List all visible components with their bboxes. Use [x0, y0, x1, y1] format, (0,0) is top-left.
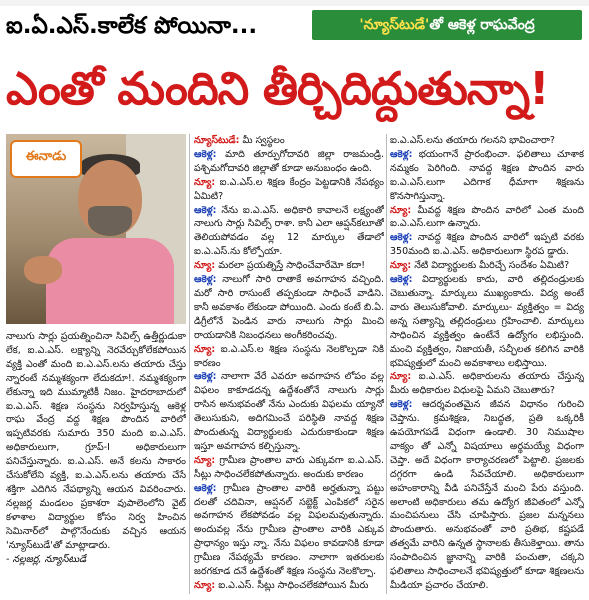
qa-item: న్యూ: మరలా ప్రయత్నిస్తే సాధించేవారేమో కదా!: [194, 260, 366, 272]
qa-item: న్యూ: మీవద్ద శిక్షణ పొందిన వారిలో ఎంత మంది ఐ.ఎ.ఎస్.లుగా ఉన్నారు.: [390, 204, 584, 230]
eenadu-logo: ఈనాడు: [10, 140, 82, 178]
qa-item: ఆకెళ్ల: గ్రామీణ ప్రాంతాల వారికి అర్హతున్నా పట్టు దలతో చదివినా, ఆప్షనల్ సబ్జెక్ట్ ఎంపికలో సరైన అవగాహన లేకపోవడం వల్ల విఫలమవుతున్నారు. అందువల్ల నేను గ్రామీణ ప్రాంతాల వారికి ఎక్కువ ప్రాధాన్యం ఇస్తు న్నా. నేను విఫలం కావడానికి కూడా గ్రామీణ నేపథ్యమే కారణం. నాలాగా ఇతరులకు జరగకూడ దనే ఉద్దేశంతో శిక్షణ సంస్థను నెలకొల్పా.: [194, 482, 384, 578]
qa-item: న్యూ: గ్రామీణ ప్రాంతాల వారు ఎక్కువగా ఐ.ఎ.ఎస్. సీట్లు సాధించలేకపోతున్నారు. అందుకు కారణం: [194, 454, 384, 480]
photo-shirt: [46, 238, 174, 324]
qa-item: న్యూ: ఐ.ఎ.ఎస్.ల శిక్షణ సంస్థను నెలకొల్పడా నికి కారణం: [194, 343, 384, 369]
photo-hand: [24, 256, 62, 284]
qa-item: ఆకెళ్ల: ఆదర్శవంతమైన జీవన విధానం గురించి చెప్తాను. క్రమశిక్షణ, నిబద్ధత, ప్రతి ఒక్కరికీ ఉపయోగపడే విధంగా ఉండాలి. 30 నిముషాల వాక్యం తో ఎన్నో విషయాలు అర్థమయ్యే విధంగా చెప్తా. అదే విధంగా కార్యాచరణలో పెట్టాలి. ప్రజలకు దగ్గరగా ఉండి సేవచేయాలి. అధికారులుగా అహంకారాన్ని వీడి పనిచేస్తేనే మంచి పేరు వస్తుంది. అలాంటి అధికారులు తమ ఉద్యోగ జీవితంలో ఎన్నో మంచిపనులు చేసి చూపిస్తారు. ప్రజల మన్ననలు పొందుతారు. అనుభవంతో వారి ప్రతిభ, కష్టపడే తత్వమే వారిని ఉన్నత స్థానాలకు తీసుకెళ్తాయి. తాను సంపాదించిన జ్ఞానాన్ని వారికి పంచుతా, చక్కని ఫలితాలు సాధించాలనే భవిష్యత్తులో కూడా శిక్షణలను మీడియా ప్రచారం చేయాలి.: [390, 399, 584, 591]
qa-item: న్యూ: నేటి విద్యార్థులకు మీరిచ్చే సందేశం ఏమిటి?: [390, 260, 570, 272]
qa-item: న్యూ: ఐ.ఎ.ఎస్. అధికారులను తయారు చేస్తున్న మీరు అధికారుల విధులపై ఏమని చెబుతారు?: [390, 371, 584, 397]
qa-item: న్యూ: ఐ.ఎ.ఎస్.ల శిక్షణ కేంద్రం పెట్టడానికి నేపథ్యం ఏమిటి?: [194, 176, 384, 202]
qa-item: ఆకెళ్ల: విద్యార్థులకు కాదు, వారి తల్లిదండ్రులకు చెబుతున్నా. మార్కులు ముఖ్యంకాదు. విద్య అంటే వారు తెలుసుకోవాలి. మార్కులు- వ్యక్తిత్వం = విద్య అన్న సత్యాన్ని తల్లిదండ్రులు గ్రహించాలి. మార్కులు సాధించిన వ్యక్తిత్వం ఉంటేనే ఉద్యోగం లభిస్తుంది. మంచి వ్యక్తిత్వం, నిజాయతీ, సచ్ఛీలత కలిగిన వారికి భవిష్యత్తులో మంచి అవకాశాలు లభిస్తాయి.: [390, 274, 584, 369]
column-divider: [386, 134, 387, 594]
qa-item: ఆకెళ్ల: నాలుగో సారి రాతాకే అవగాహన వచ్చింది. మరో సారి రాసుంటే తప్పకుండా సాధించే వాడిని. కానీ అవకాశం లేకుండా పోయింది. ఎందు కంటే బి.ఏ. డిగ్రీలోనే పెండిన వారు నాలుగు సార్లు మించి రాయడానికి నిబంధనలు అంగీకరించవు.: [194, 274, 384, 341]
tag-rest: తో ఆకెళ్ల రాఘవేంద్ర: [429, 17, 535, 33]
qa-item: ఆకెళ్ల: మాది తూర్పుగోదావరి జిల్లా రాజమండ్రి. పశ్చిమగోదావరి జిల్లాతో కూడా అనుబంధం ఉంది.: [194, 148, 384, 174]
byline: - నల్లజర్ల, న్యూస్‌టుడే: [6, 553, 87, 565]
article-headline: ఎంతో మందిని తీర్చిదిద్దుతున్నా!: [6, 62, 549, 115]
qa-item: న్యూ: ఐ.ఎ.ఎస్. సీట్లు సాధించలేకపోయిన మీరు: [194, 580, 369, 591]
photo-beard: [88, 206, 132, 236]
qa-item: ఐ.ఎ.ఎస్.లను తయారు గలనని భావించారా?: [390, 135, 555, 146]
qa-item: ఆకెళ్ల: భయంగానే ప్రారంభించా. ఫలితాలు చూశాక నమ్మకం పెరిగింది. నావద్ద శిక్షణ పొందిన వారు ఐ.ఎ.ఎస్.లుగా ఎదిగాక ధీమాగా శిక్షణను కొనసాగిస్తున్నా.: [390, 148, 584, 202]
qa-item: న్యూస్‌టుడే: మీ స్వస్థలం: [194, 135, 285, 146]
qa-item: ఆకెళ్ల: నేను ఐ.ఎ.ఎస్. అధికారి కావాలనే లక్ష్యంతో నాలుగు సార్లు సివిల్స్ రాశా. కానీ ఎలా ఆప్షన్‌కలూతో తెలియపోవడం వల్ల 12 మార్కుల తేడాలో ఐ.ఎ.ఎస్.ను కోల్పోయా.: [194, 204, 384, 258]
intro-column: [6, 330, 186, 594]
tag-quoted: 'న్యూస్‌టుడే': [359, 17, 430, 33]
interview-tag: [312, 10, 582, 40]
article-kicker: ఐ.ఏ.ఎస్.కాలేక పోయినా...: [6, 13, 258, 39]
qa-column-right: [390, 134, 584, 596]
qa-item: ఆకెళ్ల: నావద్ద శిక్షణ పొందిన వారిలో ఇప్పటి వరకు 350మంది ఐ.ఎ.ఎస్. అధికారులుగా స్థిరప డ్డారు.: [390, 232, 584, 258]
qa-column-middle: [194, 134, 384, 596]
column-divider: [189, 134, 190, 594]
qa-item: ఆకెళ్ల: నాలాగా వేరే ఎవరూ అవగాహన లోపం వల్ల విఫలం కాకూడదన్న ఉద్దేశంతోనే నాలుగు సార్లు రాసిన అనుభవంతో నేను ఎందుకు విఫలమ య్యానో తెలుసుకుని, అదిగమించే పరిస్థితి నావద్ద శిక్షణ పొందుతున్న విద్యార్థులకు ఎదురుకాకుండా శిక్షణ ఇస్తూ అవగాహన కల్పిస్తున్నా.: [194, 371, 384, 452]
intro-paragraph: నాలుగు సార్లు ప్రయత్నించినా సివిల్స్ ఉత్తీర్ణుడుకా లేక, ఐ.ఎ.ఎస్. లక్ష్యాన్ని నెరవేర్చుకోలేకపోయిన వ్యక్తి ఎంతో మంది ఐ.ఎ.ఎస్.లను తయారు చేస్తు న్నారంటే నమ్మశక్యంగా లేదుకదూ!. నమ్మశక్యంగా లేకున్నా ఇది ముమ్మాటికీ నిజం. హైదరాబాదులో ఐ.ఎ.ఎస్. శిక్షణ సంస్థను నిర్వహిస్తున్న ఆకెళ్ల రాఘ వేంద్ర వద్ద శిక్షణ పొందిన వారిలో ఇప్పటివరకు సుమారు 350 మంది ఐ.ఎ.ఎస్. అధికారులుగా, గ్రూప్-I అధికారులుగా పనిచేస్తున్నారు. ఐ.ఎ.ఎస్. అనే కలను సాకారం చేసుకోలేని వ్యక్తి, ఐ.ఎ.ఎస్.లను తయారు చేసే శక్తిగా ఎదిగిన నేపథ్యాన్ని ఆయన వివరించారు. నల్లజర్ల మండలం ప్రకాశరా వుపాలెంలోని వైట్ కళాశాల విద్యార్థుల కోసం నిర్వ హించిన సెమినార్‌లో పాల్గొనేందుకు వచ్చిన ఆయన 'న్యూస్‌టుడే'తో మాట్లాడారు.: [6, 331, 186, 551]
